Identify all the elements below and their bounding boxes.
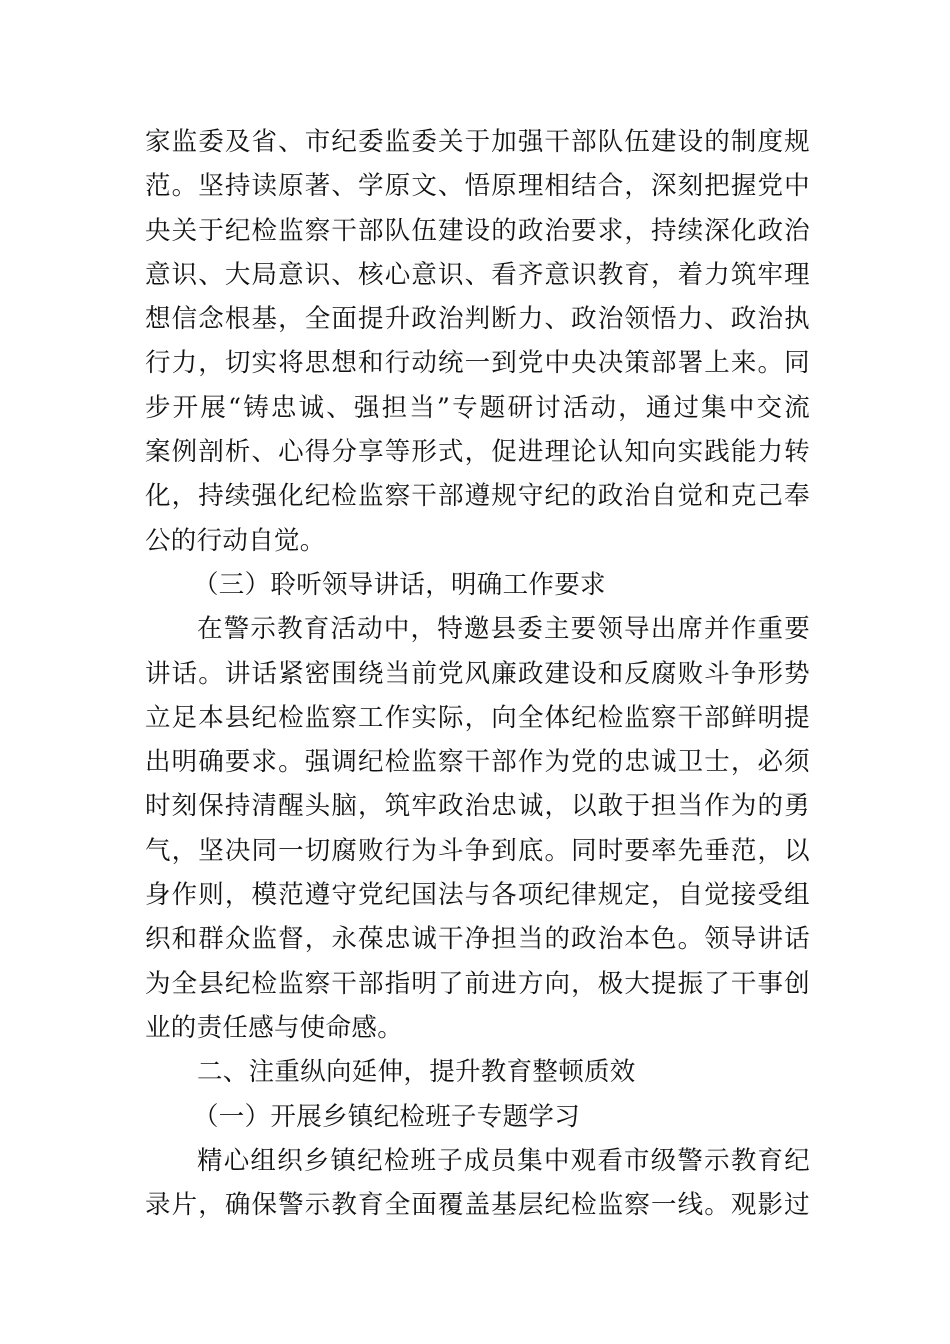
document-body [145, 120, 810, 1227]
body-line: 气，坚决同一切腐败行为斗争到底。同时要率先垂范，以 [145, 835, 810, 866]
body-line: 录片，确保警示教育全面覆盖基层纪检监察一线。观影过 [145, 1190, 810, 1221]
body-line: 意识、大局意识、核心意识、看齐意识教育，着力筑牢理 [145, 259, 810, 290]
body-line: 讲话。讲话紧密围绕当前党风廉政建设和反腐败斗争形势 [145, 658, 810, 689]
paragraph-first-line: 在警示教育活动中，特邀县委主要领导出席并作重要 [197, 614, 810, 645]
body-line: 化，持续强化纪检监察干部遵规守纪的政治自觉和克己奉 [145, 481, 810, 512]
body-line: 公的行动自觉。 [145, 525, 326, 556]
chapter-heading: 二、注重纵向延伸，提升教育整顿质效 [197, 1057, 636, 1088]
paragraph-first-line: 精心组织乡镇纪检班子成员集中观看市级警示教育纪 [197, 1145, 810, 1176]
body-line: 立足本县纪检监察工作实际，向全体纪检监察干部鲜明提 [145, 702, 810, 733]
body-line: 家监委及省、市纪委监委关于加强干部队伍建设的制度规 [145, 127, 810, 157]
body-line: 时刻保持清醒头脑，筑牢政治忠诚，以敢于担当作为的勇 [145, 791, 810, 822]
body-line: 为全县纪检监察干部指明了前进方向，极大提振了干事创 [145, 968, 810, 999]
section-heading: （三）聆听领导讲话，明确工作要求 [193, 569, 606, 600]
body-line: 想信念根基，全面提升政治判断力、政治领悟力、政治执 [145, 304, 810, 335]
body-line: 身作则，模范遵守党纪国法与各项纪律规定，自觉接受组 [145, 880, 810, 911]
body-line: 业的责任感与使命感。 [145, 1012, 404, 1043]
body-line: 案例剖析、心得分享等形式，促进理论认知向实践能力转 [145, 437, 810, 468]
body-line: 步开展“铸忠诚、强担当”专题研讨活动，通过集中交流 [145, 392, 810, 423]
body-line: 范。坚持读原著、学原文、悟原理相结合，深刻把握党中 [145, 171, 810, 202]
body-line: 出明确要求。强调纪检监察干部作为党的忠诚卫士，必须 [145, 747, 810, 778]
body-line: 行力，切实将思想和行动统一到党中央决策部署上来。同 [145, 348, 810, 379]
section-heading: （一）开展乡镇纪检班子专题学习 [193, 1101, 581, 1132]
body-line: 织和群众监督，永葆忠诚干净担当的政治本色。领导讲话 [145, 924, 810, 955]
body-line: 央关于纪检监察干部队伍建设的政治要求，持续深化政治 [145, 215, 810, 246]
